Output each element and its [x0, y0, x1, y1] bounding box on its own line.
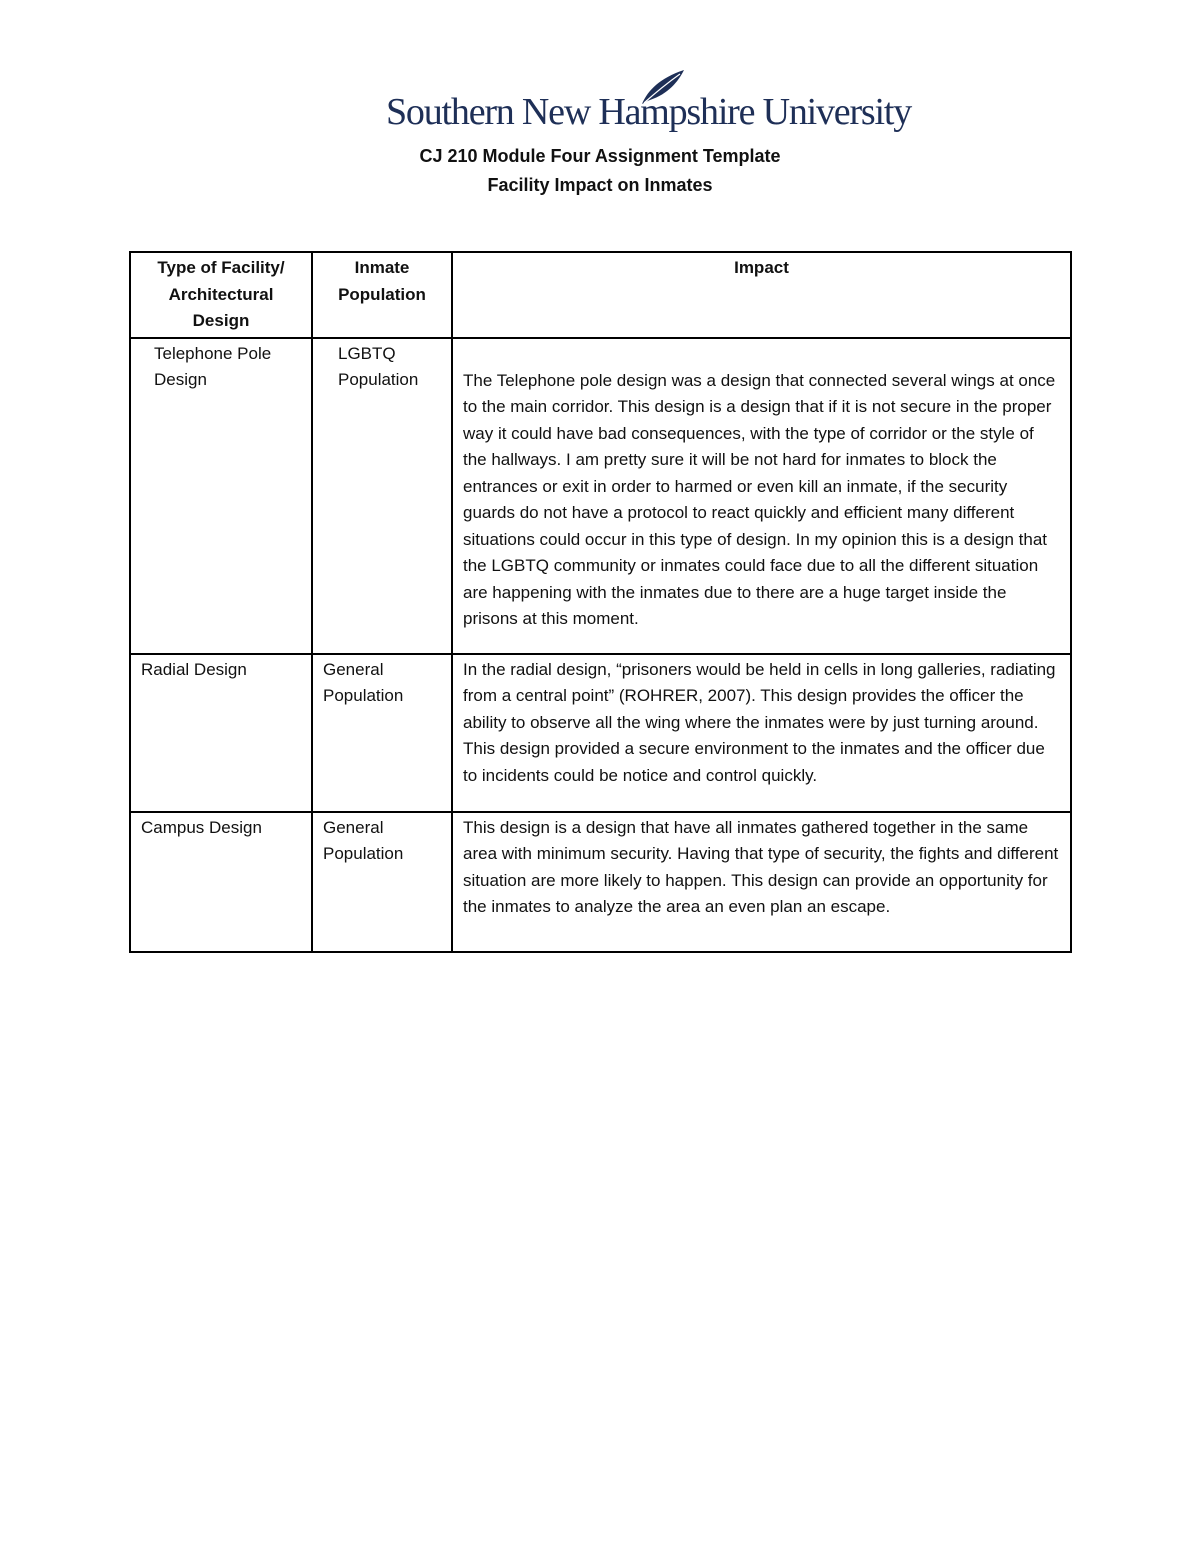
population-cell: LGBTQ Population: [312, 338, 452, 654]
population-cell: General Population: [312, 812, 452, 952]
impact-cell: This design is a design that have all inmates gathered together in the same area with minimum security. Having that type of security, the fights and different situation are more likely to happen. This design can provide an opportunity for the inmates to analyze the area an even plan an escape.: [452, 812, 1071, 952]
table-header-row: [130, 252, 1071, 338]
document-subtitle: Facility Impact on Inmates: [487, 175, 713, 195]
facility-cell: Telephone Pole Design: [130, 338, 312, 654]
impact-cell: The Telephone pole design was a design that connected several wings at once to the main corridor. This design is a design that if it is not secure in the proper way it could have bad consequences, with the type of corridor or the style of the hallways. I am pretty sure it will be not hard for inmates to block the entrances or exit in order to harmed or even kill an inmate, if the security guards do not have a protocol to react quickly and efficient many different situations could occur in this type of design. In my opinion this is a design that the LGBTQ community or inmates could face due to all the different situation are happening with the inmates due to there are a huge target inside the prisons at this moment.: [452, 338, 1071, 654]
logo-wordmark: Southern New Hampshire University: [386, 91, 912, 133]
facility-cell: Radial Design: [130, 654, 312, 812]
table-row: [130, 338, 1071, 654]
table-row: [130, 654, 1071, 812]
facility-cell: Campus Design: [130, 812, 312, 952]
header-inmate-population: Inmate Population: [312, 252, 452, 338]
population-cell: General Population: [312, 654, 452, 812]
header-type-of-facility: Type of Facility/ Architectural Design: [130, 252, 312, 338]
impact-cell: In the radial design, “prisoners would be held in cells in long galleries, radiating from a central point” (ROHRER, 2007). This design provides the officer the ability to observe all the wing where the inmates were by just turning around. This design provided a secure environment to the inmates and the officer due to incidents could be notice and control quickly.: [452, 654, 1071, 812]
facility-impact-table: [129, 251, 1072, 953]
table-row: [130, 812, 1071, 952]
document-title: CJ 210 Module Four Assignment Template: [419, 146, 781, 166]
header-impact: Impact: [452, 252, 1071, 338]
university-logo: [386, 66, 912, 138]
